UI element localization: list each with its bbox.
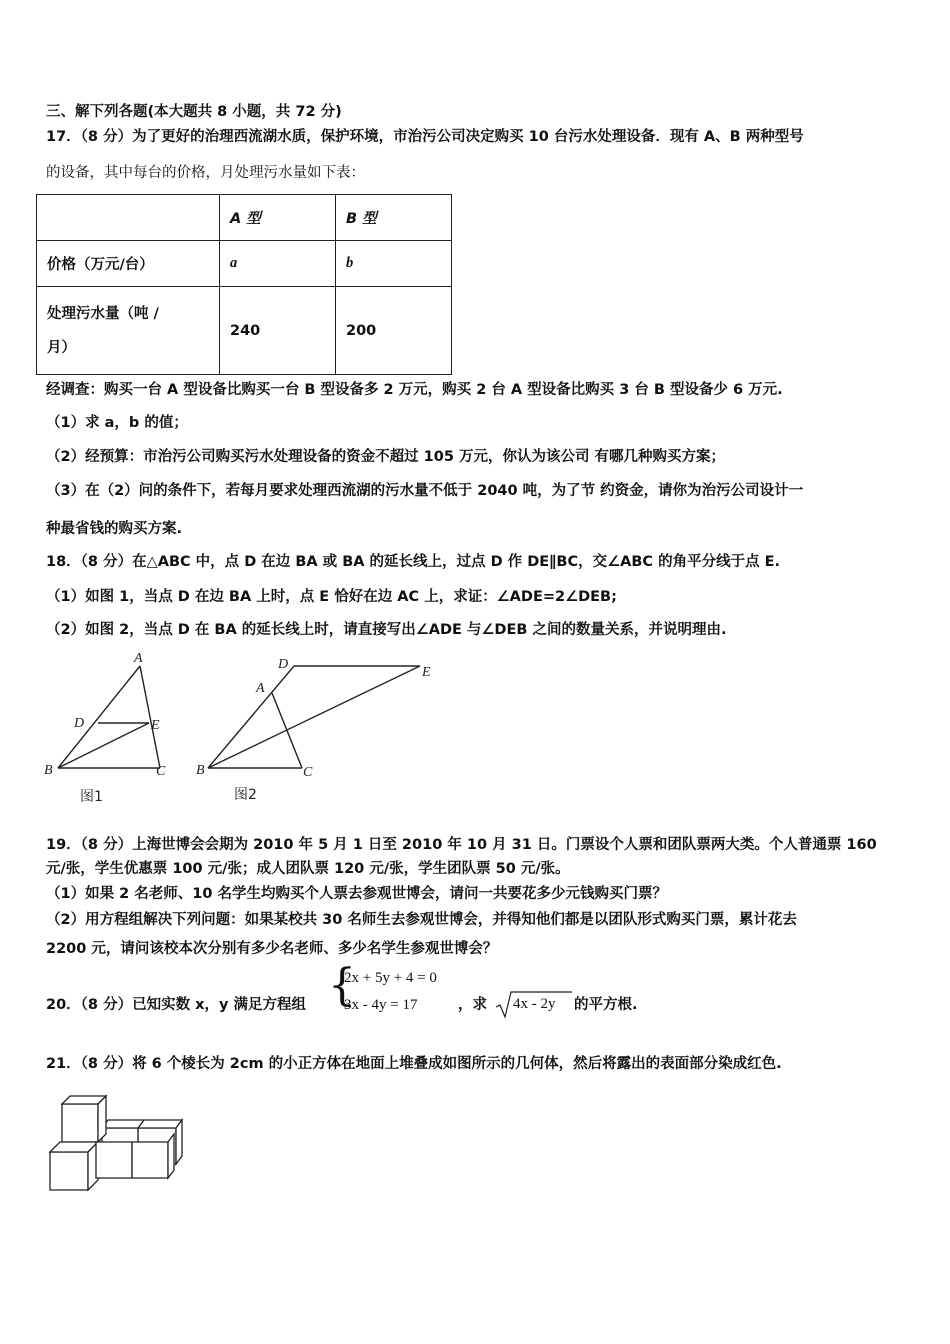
q19-line2: 元/张，学生优惠票 100 元/张；成人团队票 120 元/张，学生团队票 50 元/张。 [46, 861, 570, 877]
table-header-cell: A 型 [220, 195, 336, 241]
table-header-cell: B 型 [336, 195, 452, 241]
table-row [37, 241, 452, 287]
fig2-label-e: E [422, 665, 431, 680]
q17-line2: 的设备，其中每台的价格，月处理污水量如下表： [46, 165, 365, 181]
fig1-label-c: C [156, 764, 166, 779]
fig1-label-b: B [44, 763, 53, 778]
q18-line1: 18．（8 分）在△ABC 中，点 D 在边 BA 或 BA 的延长线上，过点 D 作 DE∥BC，交∠ABC 的角平分线于点 E. [46, 554, 781, 570]
table-cell [37, 287, 220, 375]
fig1-label-e: E [151, 718, 160, 733]
table-cell-line: 处理污水量（吨 / [47, 305, 159, 322]
fig2-segment-be [208, 666, 420, 768]
q17-survey: 经调查：购买一台 A 型设备比购买一台 B 型设备多 2 万元，购买 2 台 A 型设备比购买 3 台 B 型设备少 6 万元. [46, 382, 783, 398]
table-cell: 240 [220, 287, 336, 375]
fig2-label-a: A [256, 681, 265, 696]
fig1-segment-be [58, 723, 149, 768]
table-header-cell [37, 195, 220, 241]
figure-2 [190, 648, 450, 808]
fig2-label-d: D [278, 657, 289, 672]
table-cell: 价格（万元/台） [37, 241, 220, 287]
fig1-label-a: A [134, 651, 143, 666]
fig1-caption: 图1 [80, 789, 103, 805]
q19-line1: 19．（8 分）上海世博会会期为 2010 年 5 月 1 日至 2010 年 10 月 31 日。门票设个人票和团队票两大类。个人普通票 160 [46, 837, 877, 853]
q19-part2-line1: （2）用方程组解决下列问题：如果某校共 30 名师生去参观世博会，并得知他们都是以团队形式购买门票，累计花去 [46, 912, 797, 928]
q17-part3-line1: （3）在（2）问的条件下，若每月要求处理西流湖的污水量不低于 2040 吨，为了节 约资金，请你为治污公司设计一 [46, 483, 804, 499]
cube-face [98, 1096, 106, 1142]
table-cell: a [220, 241, 336, 287]
q20-radicand: 4x - 2y [513, 996, 556, 1012]
q18-part1: （1）如图 1，当点 D 在边 BA 上时，点 E 恰好在边 AC 上，求证：∠ADE=2∠DEB; [46, 589, 617, 605]
cube-face [132, 1142, 168, 1178]
q20-prefix: 20．（8 分）已知实数 x，y 满足方程组 [46, 997, 306, 1013]
table-cell-line: 月） [47, 339, 76, 356]
q19-part2-line2: 2200 元，请问该校本次分别有多少名老师、多少名学生参观世博会？ [46, 941, 498, 957]
q17-table [36, 194, 452, 375]
q20-equation-2: 3x - 4y = 17 [344, 997, 418, 1013]
fig1-side-ab [58, 666, 140, 768]
cube-face [168, 1134, 174, 1178]
fig2-caption: 图2 [234, 787, 257, 803]
fig1-side-ac [140, 666, 160, 768]
cube-face [96, 1142, 132, 1178]
table-cell: 200 [336, 287, 452, 375]
q17-part1: （1）求 a，b 的值； [46, 415, 188, 431]
q19-part1: （1）如果 2 名老师、10 名学生均购买个人票去参观世博会，请问一共要花多少元钱购买门票？ [46, 886, 667, 902]
cube-face [138, 1120, 182, 1128]
fig2-label-c: C [303, 765, 313, 780]
q17-part2: （2）经预算：市治污公司购买污水处理设备的资金不超过 105 万元，你认为该公司 有哪几种购买方案； [46, 449, 725, 465]
table-header-row [37, 195, 452, 241]
q20-mid: ，求 [458, 997, 487, 1013]
q17-line1: 17．（8 分）为了更好的治理西流湖水质，保护环境，市治污公司决定购买 10 台污水处理设备．现有 A、B 两种型号 [46, 129, 804, 145]
cube-face [176, 1120, 182, 1164]
cube-face [62, 1104, 98, 1142]
section-heading: 三、解下列各题(本大题共 8 小题，共 72 分) [46, 104, 342, 120]
q17-part3-line2: 种最省钱的购买方案. [46, 521, 183, 537]
table-cell: b [336, 241, 452, 287]
fig1-label-d: D [74, 716, 85, 731]
table-row [37, 287, 452, 375]
fig2-label-b: B [196, 763, 205, 778]
q20-brace: { [328, 960, 356, 1011]
q20-suffix: 的平方根. [574, 997, 638, 1013]
q18-part2: （2）如图 2，当点 D 在 BA 的延长线上时，请直接写出∠ADE 与∠DEB 之间的数量关系，并说明理由. [46, 622, 727, 638]
q21-cube-figure [40, 1090, 190, 1200]
cube-face [50, 1152, 88, 1190]
q20-equation-1: 2x + 5y + 4 = 0 [344, 970, 437, 986]
q21-line1: 21．（8 分）将 6 个棱长为 2cm 的小正方体在地面上堆叠成如图所示的几何体，然后将露出的表面部分染成红色. [46, 1056, 782, 1072]
cube-face [102, 1120, 144, 1128]
figure-1 [40, 648, 190, 808]
